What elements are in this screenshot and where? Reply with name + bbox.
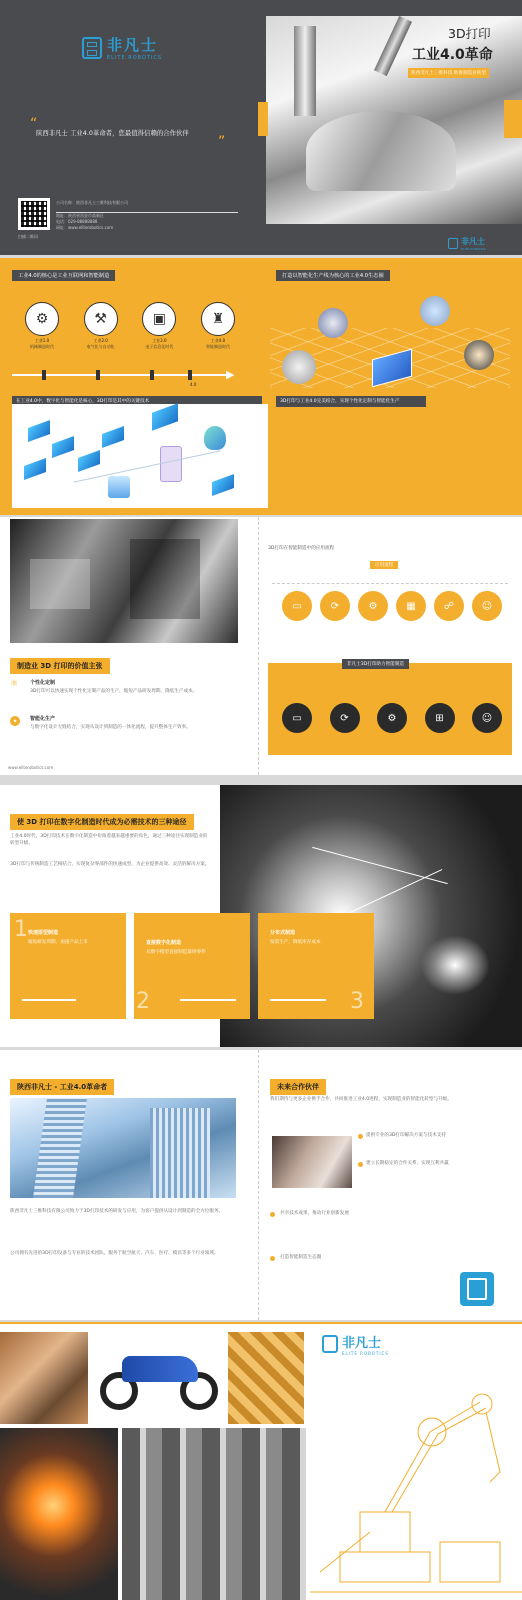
left-title-text: 陕西非凡士 - 工业4.0革命者 [10, 1079, 114, 1095]
flow-row [282, 591, 502, 621]
back-cover [0, 1322, 522, 1600]
section-title [10, 653, 110, 674]
computer-icon: ▣ [142, 302, 176, 336]
logo-mark-icon [460, 1272, 494, 1306]
timeline-marker [150, 370, 154, 380]
back-logo-en: ELITE ROBOTICS [342, 1351, 389, 1356]
stage-label: 工业1.0 [34, 338, 50, 343]
timeline-marker [188, 370, 192, 380]
bullet-text: 建立长期稳定的合作关系，实现互利共赢 [366, 1161, 449, 1166]
back-logo-en: ELITE ROBOTICS [461, 247, 486, 251]
left-badge: 工业4.0的核心是工业互联网和智能制造 [12, 270, 115, 281]
keyboard-icon: ▭ [282, 703, 312, 733]
quote-open-icon: “ [30, 116, 38, 132]
iso-block [78, 450, 100, 472]
iso-block [24, 458, 46, 480]
section-title-text: 制造业 3D 打印的价值主张 [10, 658, 110, 674]
left-para-1: 陕西非凡士三维科技有限公司致力于3D打印技术的研发与应用，为客户提供从设计到制造的全方位服务。 [10, 1209, 224, 1214]
panel-badge: 非凡士3D打印助力智能制造 [342, 659, 409, 669]
para-1: 工业4.0时代，3D打印技术在数字化制造中扮演着越来越重要的角色，通过三种途径实现制造业的转型升级。 [10, 834, 208, 846]
cycle-icon: ⟳ [330, 703, 360, 733]
caption-right: 3D打印与工业4.0完美结合，实现个性化定制与智能化生产 [276, 396, 426, 407]
gears-icon: ⚙ [377, 703, 407, 733]
item2-title: 智能化生产 [30, 716, 56, 722]
photo-machining [0, 1332, 88, 1424]
photo-lab [318, 308, 348, 338]
cover-accent-left [258, 102, 268, 136]
contact-block [56, 200, 246, 231]
stage-label: 工业3.0 [152, 338, 167, 343]
atom-icon: ⚛ [10, 679, 19, 689]
bullet-icon [270, 1212, 275, 1217]
timeline-arrow-icon: ▶ [226, 368, 235, 381]
stage-item [196, 302, 240, 350]
bullet-text: 共享技术成果，推动行业创新发展 [280, 1211, 349, 1216]
page-divider [258, 1050, 259, 1320]
cover-accent-right [504, 100, 522, 138]
back-logo-cn: 非凡士 [461, 237, 485, 246]
brand-en: ELITE ROBOTICS [107, 55, 163, 61]
footer-note: www.eliterobotics.com [8, 765, 54, 770]
stage-sub: 电子信息化时代 [145, 344, 174, 349]
spread-value [0, 517, 522, 775]
photo-print [282, 350, 316, 384]
user-icon: ☺ [472, 703, 502, 733]
card-rule [270, 999, 326, 1001]
photo-bottles [420, 296, 450, 326]
stage-sub: 电气化与自动化 [86, 344, 115, 349]
skyscraper-photo [10, 1098, 236, 1198]
photo-foundry [0, 1428, 118, 1600]
bullet-text: 提供专业的3D打印解决方案与技术支持 [366, 1133, 446, 1138]
spread-industry4 [0, 258, 522, 515]
worker-icon: ⚒ [84, 302, 118, 336]
contact-line: 网址：www.eliterobotics.com [56, 225, 114, 230]
card-title: 快速原型制造 [28, 930, 59, 936]
stage-sub: 智能制造时代 [205, 344, 230, 349]
iso-block [28, 420, 50, 442]
bullet-text: 打造智能制造生态圈 [280, 1255, 322, 1260]
gears-icon: ⚙ [358, 591, 388, 621]
contact-line: 电话：029-88888888 [56, 219, 98, 224]
qr-code [18, 198, 50, 230]
card [134, 913, 250, 1019]
stage-sub: 机械制造时代 [30, 344, 54, 349]
spread-partners [0, 1050, 522, 1320]
flow-badge: 应用流程 [370, 561, 398, 569]
stage-label: 工业2.0 [93, 338, 108, 343]
photo-texture [228, 1332, 304, 1424]
cycle-icon: ⟳ [320, 591, 350, 621]
timeline-end-label: 4.0 [190, 382, 197, 387]
contact-line: 公司名称：陕西非凡士三维科技有限公司 [56, 200, 128, 205]
iso-block [52, 436, 74, 458]
stage-label: 工业4.0 [210, 338, 226, 343]
card-text: 从数字模型直接制造最终零件 [146, 950, 206, 955]
tbc-line-2: CONTINUED [274, 472, 465, 508]
cover-page [0, 0, 522, 255]
page-divider [258, 517, 259, 775]
left-para-2: 公司拥有先进的3D打印设备与专业的技术团队，服务于航空航天、汽车、医疗、模具等多个行业领域。 [10, 1251, 219, 1256]
card-text: 按需生产，降低库存成本 [270, 940, 321, 945]
robot-icon: ♜ [201, 302, 235, 336]
card-num: 1 [14, 917, 28, 942]
panel-row [282, 703, 502, 733]
caption-left: 在工业4.0中，数字化与智能化是核心，3D打印是其中的关键技术 [12, 396, 262, 406]
card [258, 913, 374, 1019]
photo-tech [464, 340, 494, 370]
grid-icon: ▦ [396, 591, 426, 621]
quote-close-icon: ” [218, 134, 226, 150]
timeline-marker [96, 370, 100, 380]
gear-bullet-icon: ✦ [10, 716, 20, 726]
timeline-marker [42, 370, 46, 380]
card-rule [22, 999, 76, 1001]
bullet-icon [270, 1256, 275, 1261]
card-rule [180, 999, 236, 1001]
stage-item [20, 302, 64, 350]
item1-title: 个性化定制 [30, 680, 56, 686]
right-title [270, 1074, 326, 1095]
card-num: 2 [136, 989, 150, 1014]
card-title: 直接数字化制造 [146, 940, 182, 946]
cover-logo [82, 34, 162, 61]
stage-item [137, 302, 181, 350]
bullet-icon [358, 1134, 363, 1139]
spread-three-ways [0, 785, 522, 1047]
photo-engines [122, 1428, 306, 1600]
back-logo-cn: 非凡士 [342, 1336, 382, 1351]
right-badge: 打造以智能化生产线为核心的工业4.0生态圈 [276, 270, 390, 281]
cover-back-logo [448, 236, 486, 251]
iso-block [102, 426, 124, 448]
photo-motorcycle [92, 1332, 224, 1424]
stage-item [79, 302, 123, 350]
item1-text: 3D打印可以快速实现个性化定制产品的生产，缩短产品研发周期，降低生产成本。 [30, 689, 198, 694]
logo-mark-icon [82, 37, 102, 59]
keyboard-icon: ▭ [282, 591, 312, 621]
section-title-text: 使 3D 打印在数字化制造时代成为必需技术的三种途径 [10, 814, 194, 830]
logo-mark-icon [448, 238, 458, 249]
phone-screen [160, 446, 182, 482]
card-num: 3 [350, 989, 364, 1014]
right-intro: 我们期待与更多企业携手合作，共同推进工业4.0进程，实现制造业的智能化转型与升级。 [270, 1097, 452, 1102]
network-icon: ☍ [434, 591, 464, 621]
user-icon: ☺ [472, 591, 502, 621]
flow-panel [268, 663, 512, 755]
item2-text: 与数字化设计无缝结合，实现从设计到制造的一体化流程，提升整体生产效率。 [30, 725, 191, 730]
iso-block [152, 403, 178, 430]
factory-icon: ⚙ [25, 302, 59, 336]
back-top-rule [0, 1322, 522, 1324]
iso-block [212, 474, 234, 496]
server-stack [108, 476, 130, 498]
section-title [10, 809, 194, 830]
headline-2: 工业4.0革命 [412, 47, 493, 63]
cover-quote: 陕西非凡士 工业4.0革命者，您最值得信赖的合作伙伴 [36, 129, 189, 137]
brand-cn: 非凡士 [107, 36, 159, 54]
right-title-text: 未来合作伙伴 [270, 1079, 326, 1095]
right-title: 3D打印在智能制造中的应用流程 [268, 546, 335, 551]
card-title: 分布式制造 [270, 930, 296, 936]
bullet-icon [358, 1162, 363, 1167]
contact-line: 地址：陕西省西安市高新区 [56, 213, 104, 218]
robot-arm-line-art [310, 1362, 522, 1600]
network-panel [12, 404, 268, 508]
hierarchy-icon: ⊞ [425, 703, 455, 733]
tbc-line-1: TO BE [274, 436, 372, 472]
stage-row [20, 302, 240, 350]
flow-line [272, 583, 508, 584]
meeting-photo [272, 1136, 352, 1188]
shield-icon [204, 426, 226, 450]
qr-caption: 扫描二维码 [18, 234, 38, 239]
tagline-badge: 陕西非凡士三维科技 助推制造业转型 [408, 68, 489, 78]
headline-1: 3D打印 [448, 26, 491, 41]
card-text: 缩短研发周期，加速产品上市 [28, 940, 88, 945]
para-2: 3D打印与传统制造工艺相结合，实现复杂零部件的快速成型，为企业提供高效、灵活的解决方案。 [10, 862, 210, 867]
logo-mark-icon [322, 1335, 338, 1353]
back-logo [322, 1332, 389, 1356]
factory-photo [10, 519, 238, 643]
card [10, 913, 126, 1019]
left-title [10, 1074, 114, 1095]
